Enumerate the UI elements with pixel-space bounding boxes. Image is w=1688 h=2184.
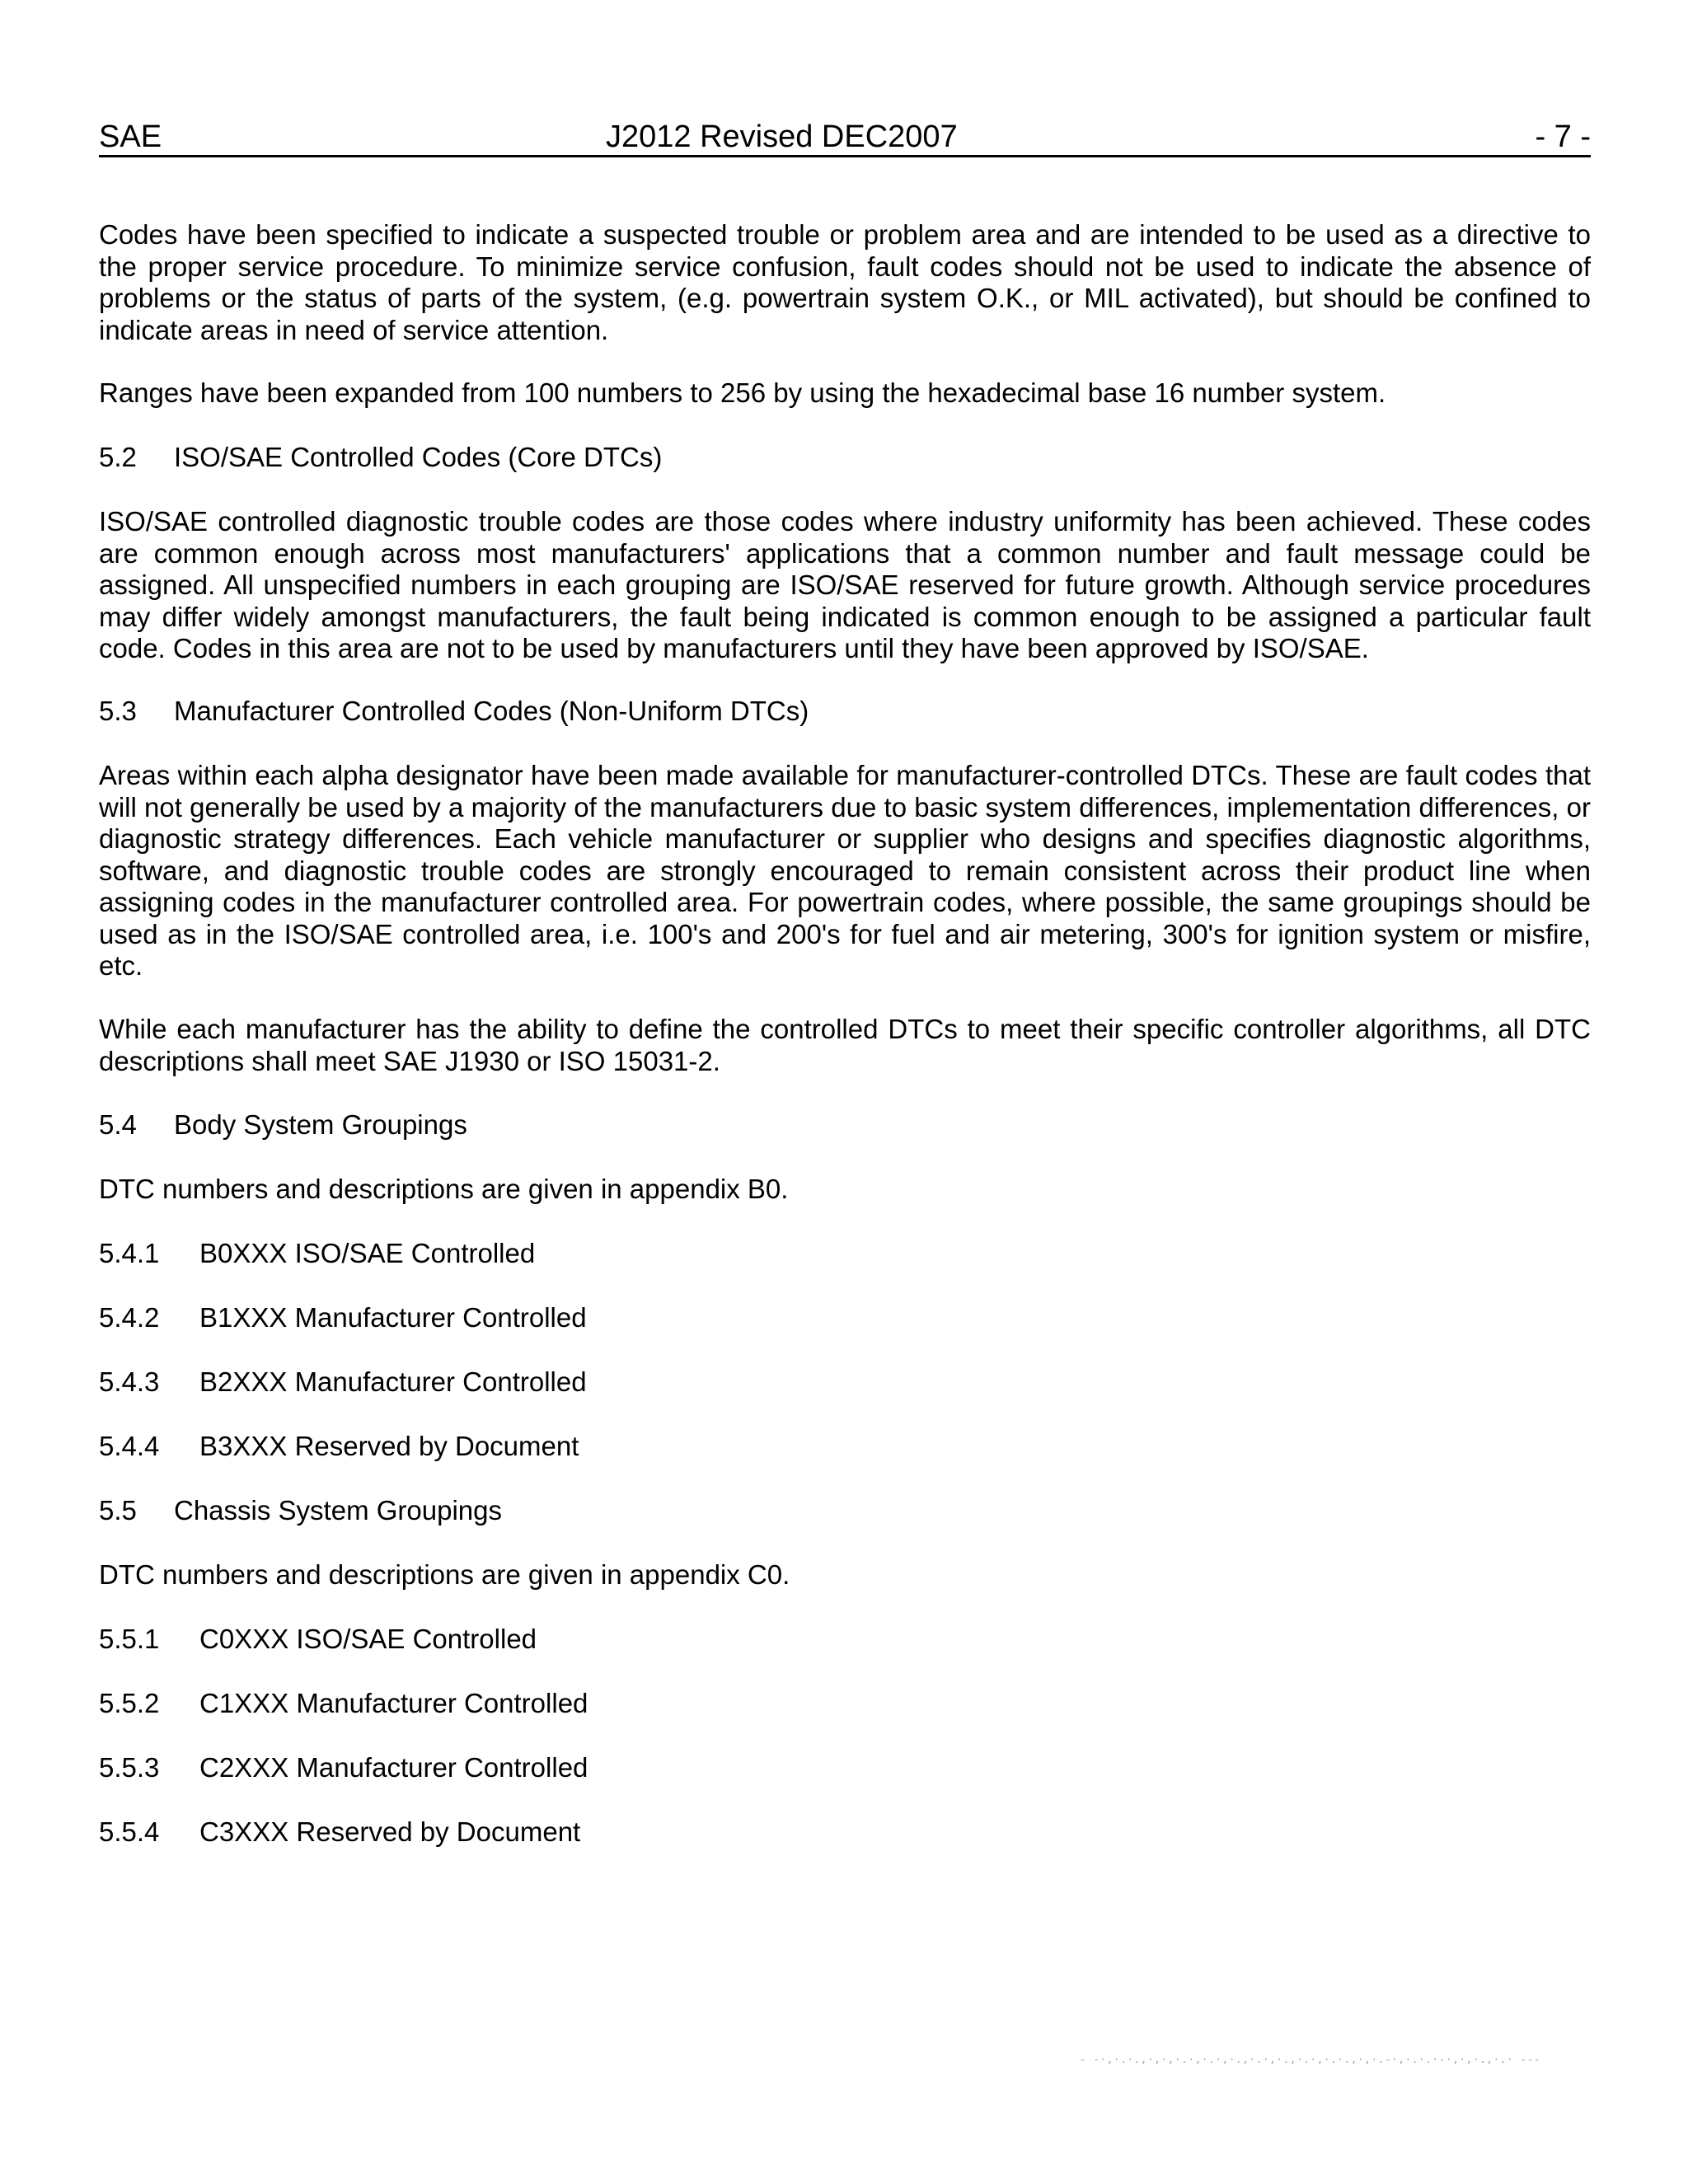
section-title: C3XXX Reserved by Document <box>199 1816 581 1847</box>
section-title: Chassis System Groupings <box>174 1495 502 1526</box>
section-heading-5-4-2 <box>99 1302 587 1334</box>
section-heading-5-4-1 <box>99 1238 535 1270</box>
section-title: B1XXX Manufacturer Controlled <box>199 1302 587 1333</box>
section-heading-5-5-1 <box>99 1624 537 1656</box>
section-heading-5-4 <box>99 1109 467 1141</box>
section-number: 5.3 <box>99 696 137 726</box>
section-number: 5.4.2 <box>99 1302 160 1333</box>
section-title: B3XXX Reserved by Document <box>199 1431 579 1461</box>
scan-noise-mark: - -·,·.·.,·,·,·.·,·.·,·.,·.·,·.,·.·,·.·.,·,·.-·,·.·.·-·,·,·.,·.· --- <box>1080 2054 1541 2065</box>
section-title: C2XXX Manufacturer Controlled <box>199 1752 588 1783</box>
section-heading-5-5 <box>99 1495 502 1527</box>
section-heading-5-4-4 <box>99 1431 579 1463</box>
section-heading-5-4-3 <box>99 1366 587 1399</box>
section-number: 5.5.2 <box>99 1688 160 1718</box>
paragraph-appendix-b0: DTC numbers and descriptions are given in appendix B0. <box>99 1174 789 1204</box>
section-number: 5.4.4 <box>99 1431 160 1461</box>
paragraph-codes-purpose: Codes have been specified to indicate a suspected trouble or problem area and are intended to be used as a directive to the proper service procedure. To minimize service confusion, fault codes should not be used to indicate the absence of problems or the status of parts of the system, (e.g. powertrain system O.K., or MIL activated), but should be confined to indicate areas in need of service attention. <box>99 219 1591 345</box>
section-heading-5-5-4 <box>99 1816 580 1849</box>
section-title: ISO/SAE Controlled Codes (Core DTCs) <box>174 442 663 472</box>
header-document-id: J2012 Revised DEC2007 <box>606 120 958 154</box>
section-title: Body System Groupings <box>174 1109 467 1140</box>
section-title: C1XXX Manufacturer Controlled <box>199 1688 588 1718</box>
paragraph-manufacturer-ability: While each manufacturer has the ability to define the controlled DTCs to meet their specific controller algorithms, all DTC descriptions shall meet SAE J1930 or ISO 15031-2. <box>99 1014 1591 1076</box>
section-title: B2XXX Manufacturer Controlled <box>199 1366 587 1397</box>
section-title: Manufacturer Controlled Codes (Non-Uniform DTCs) <box>174 696 809 726</box>
section-heading-5-5-3 <box>99 1752 588 1784</box>
paragraph-iso-sae-controlled: ISO/SAE controlled diagnostic trouble codes are those codes where industry uniformity has been achieved. These codes are common enough across most manufacturers' applications that a common number and fault message could be assigned. All unspecified numbers in each grouping are ISO/SAE reserved for future growth. Although service procedures may differ widely amongst manufacturers, the fault being indicated is common enough to be assigned a particular fault code. Codes in this area are not to be used by manufacturers until they have been approved by ISO/SAE. <box>99 506 1591 663</box>
section-heading-5-5-2 <box>99 1688 588 1720</box>
header-org: SAE <box>99 120 162 154</box>
section-heading-5-2 <box>99 442 662 474</box>
section-number: 5.2 <box>99 442 137 472</box>
paragraph-ranges: Ranges have been expanded from 100 numbers to 256 by using the hexadecimal base 16 number system. <box>99 377 1386 408</box>
section-number: 5.4 <box>99 1109 137 1140</box>
page-header <box>99 119 1591 157</box>
section-number: 5.4.1 <box>99 1238 160 1268</box>
section-number: 5.5 <box>99 1495 137 1526</box>
section-number: 5.5.4 <box>99 1816 160 1847</box>
section-title: C0XXX ISO/SAE Controlled <box>199 1624 537 1654</box>
header-page-number: - 7 - <box>1535 120 1591 154</box>
section-heading-5-3 <box>99 696 809 728</box>
section-number: 5.5.3 <box>99 1752 160 1783</box>
section-number: 5.4.3 <box>99 1366 160 1397</box>
paragraph-appendix-c0: DTC numbers and descriptions are given in appendix C0. <box>99 1559 790 1590</box>
section-number: 5.5.1 <box>99 1624 160 1654</box>
section-title: B0XXX ISO/SAE Controlled <box>199 1238 536 1268</box>
paragraph-manufacturer-controlled: Areas within each alpha designator have been made available for manufacturer-controlled DTCs. These are fault codes that will not generally be used by a majority of the manufacturers due to basic system differences, implementation differences, or diagnostic strategy differences. Each vehicle manufacturer or supplier who designs and specifies diagnostic algorithms, software, and diagnostic trouble codes are strongly encouraged to remain consistent across their product line when assigning codes in the manufacturer controlled area. For powertrain codes, where possible, the same groupings should be used as in the ISO/SAE controlled area, i.e. 100's and 200's for fuel and air metering, 300's for ignition system or misfire, etc. <box>99 760 1591 981</box>
